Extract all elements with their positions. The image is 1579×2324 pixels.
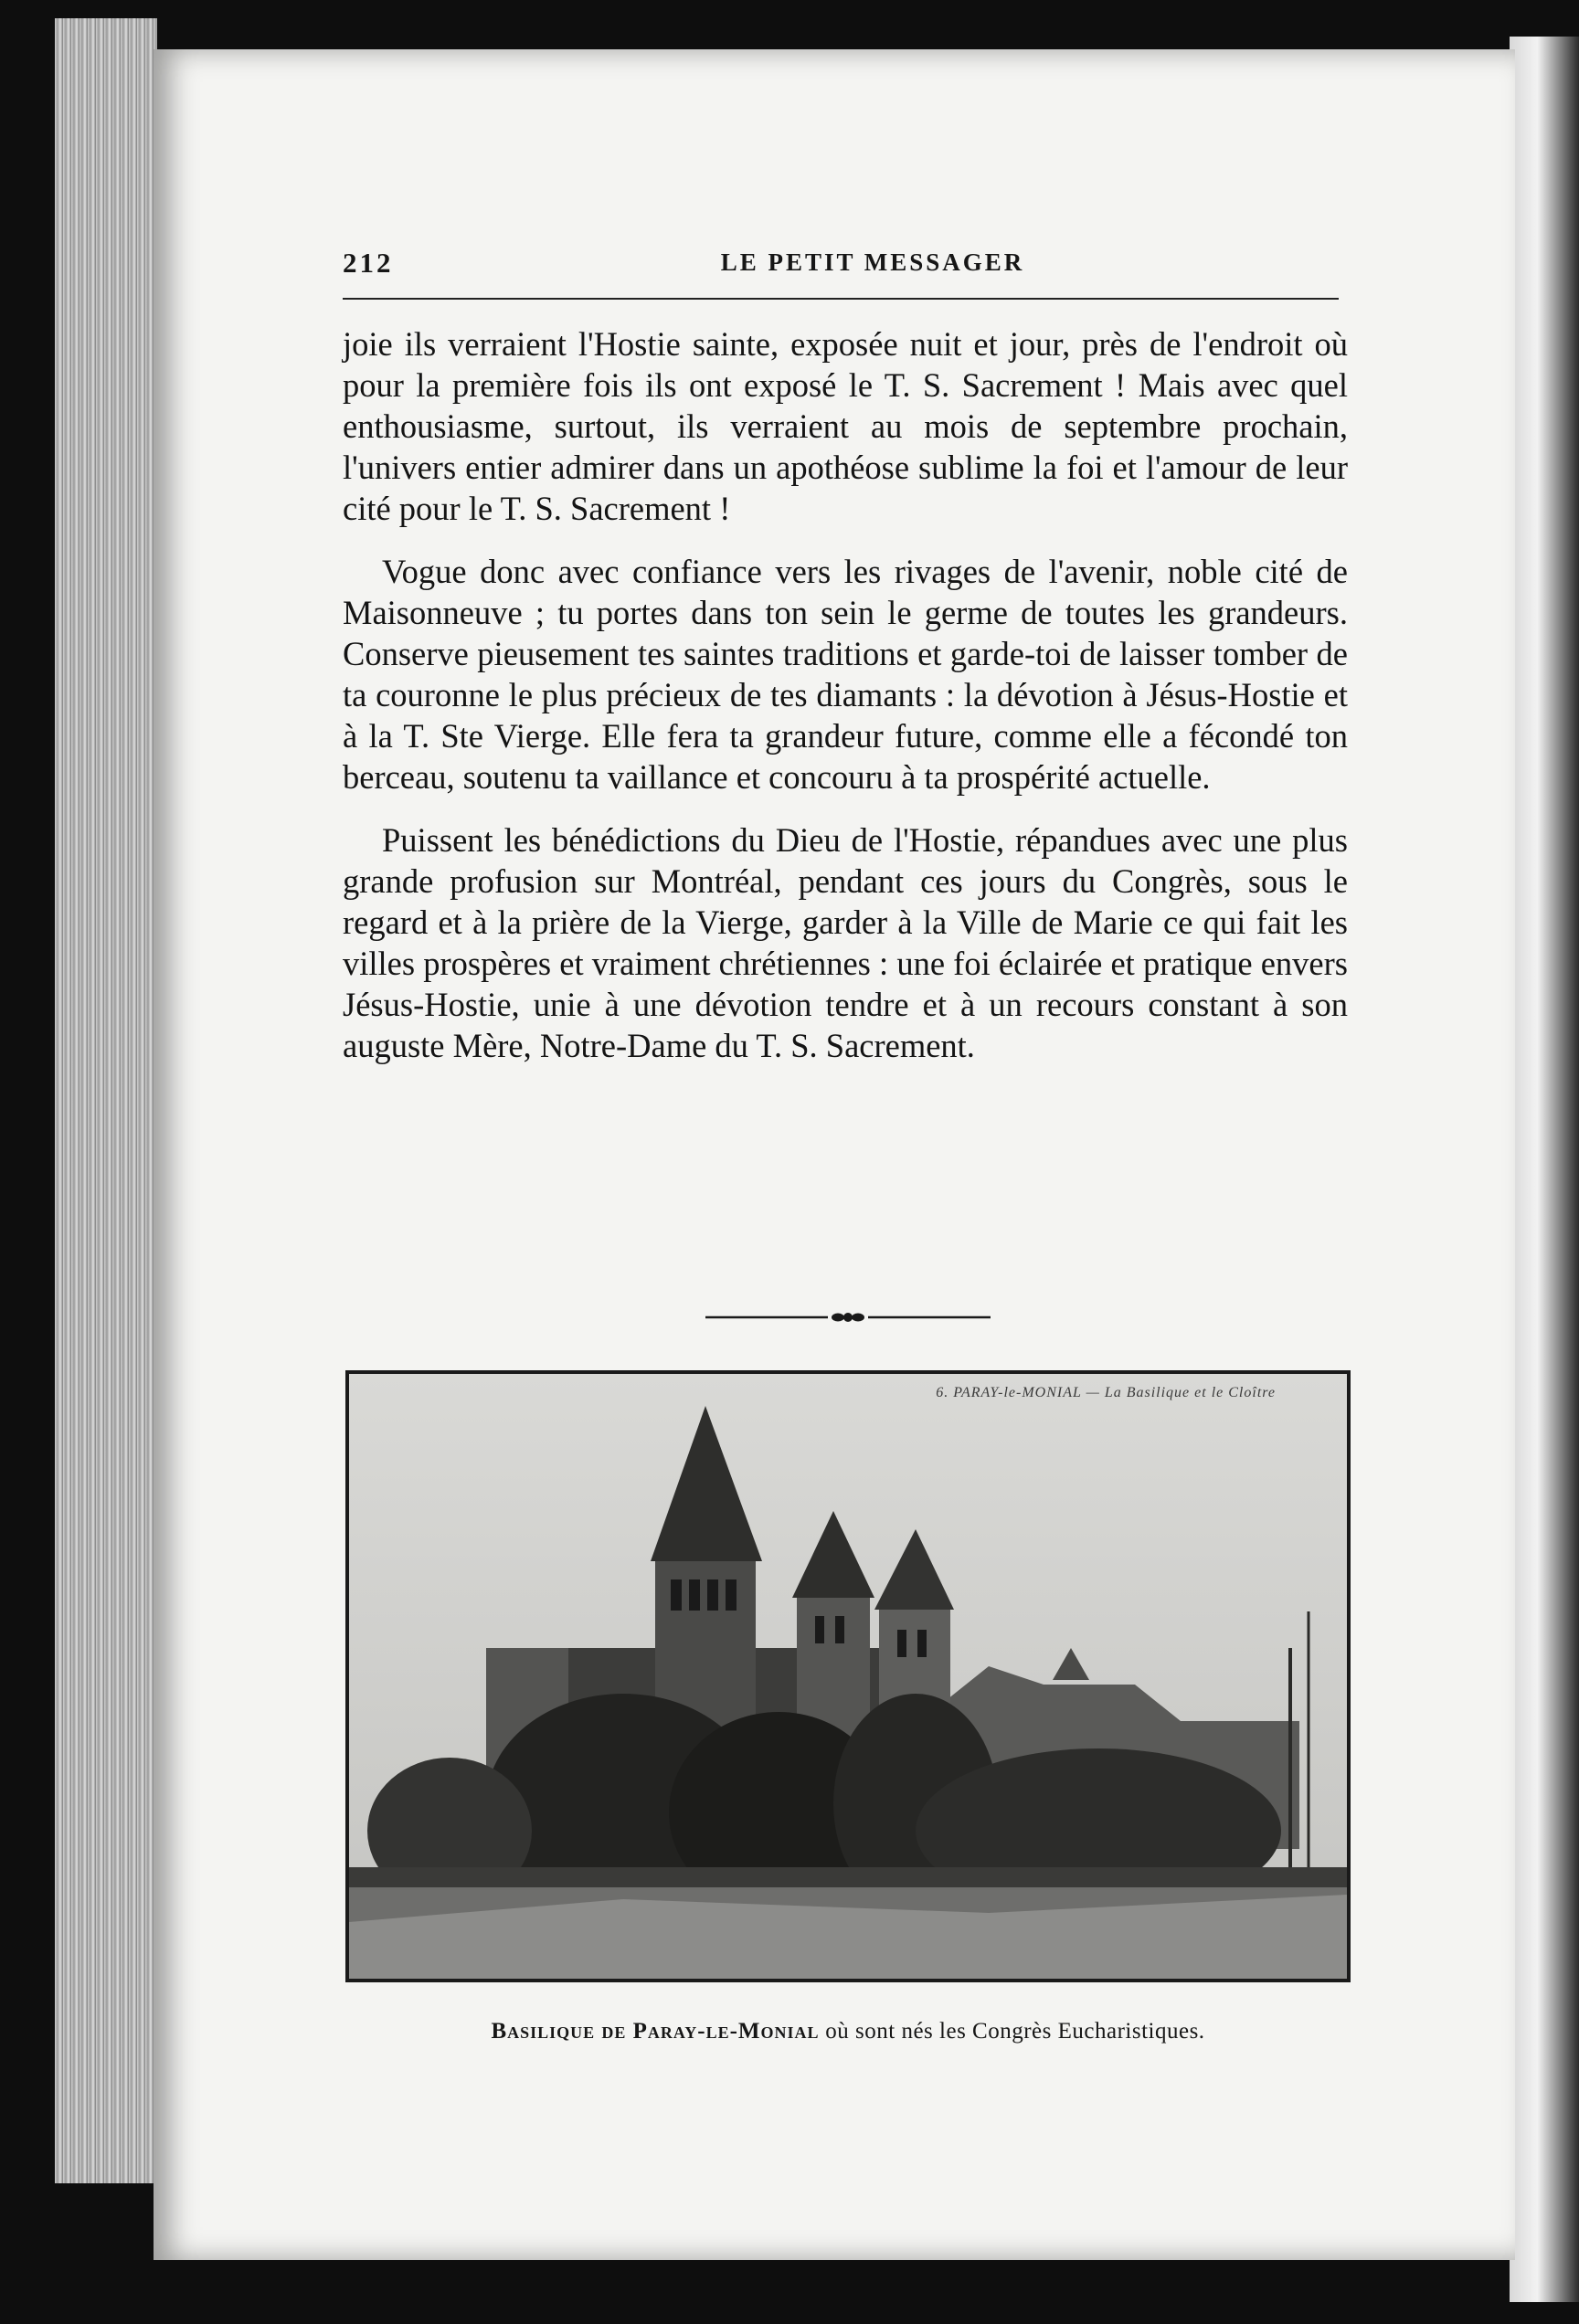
page-number: 212 bbox=[343, 247, 394, 279]
section-divider-ornament bbox=[705, 1308, 991, 1326]
right-page-edge bbox=[1510, 37, 1579, 2302]
photo-caption bbox=[345, 2019, 1351, 2044]
basilica-illustration bbox=[349, 1374, 1347, 1979]
basilica-photograph bbox=[345, 1370, 1351, 1982]
paragraph-2: Vogue donc avec confiance vers les rivages de l'avenir, noble cité de Maisonneuve ; tu portes dans ton sein le germe de toutes les grandeurs. Conserve pieusement tes saintes traditions et garde-toi de laisser tomber de ta couronne le plus précieux de tes diamants : la dévotion à Jésus-Hostie et à la T. Ste Vierge. Elle fera ta grandeur future, comme elle a fécondé ton berceau, soutenu ta vaillance et concouru à ta prospérité actuelle. bbox=[343, 553, 1348, 796]
paragraph-1: joie ils verraient l'Hostie sainte, exposée nuit et jour, près de l'endroit où pour la première fois ils ont exposé le T. S. Sacrement ! Mais avec quel enthousiasme, surtout, ils verraient au mois de septembre prochain, l'univers entier admirer dans un apothéose sublime la foi et l'amour de leur cité pour le T. S. Sacrement ! bbox=[343, 325, 1348, 527]
running-head bbox=[343, 247, 1348, 292]
caption-text: où sont nés les Congrès Eucharistiques. bbox=[819, 2019, 1205, 2044]
paragraph-3: Puissent les bénédictions du Dieu de l'Hostie, répandues avec une plus grande profusion sur Montréal, pendant ces jours du Congrès, sous le regard et à la prière de la Vierge, garder à la Ville de Marie ce qui fait les villes prospères et vraiment chrétiennes : une foi éclairée et pratique envers Jésus-Hostie, unie à une dévotion tendre et à un recours constant à son auguste Mère, Notre-Dame du T. S. Sacrement. bbox=[343, 821, 1348, 1064]
left-page-edges bbox=[55, 18, 157, 2183]
caption-title: Basilique de Paray-le-Monial bbox=[491, 2019, 820, 2044]
header-rule bbox=[343, 298, 1339, 300]
journal-title: LE PETIT MESSAGER bbox=[720, 248, 1025, 276]
article-body bbox=[343, 323, 1348, 1088]
postcard-imprint: 6. PARAY-le-MONIAL — La Basilique et le Cloître bbox=[936, 1385, 1276, 1400]
